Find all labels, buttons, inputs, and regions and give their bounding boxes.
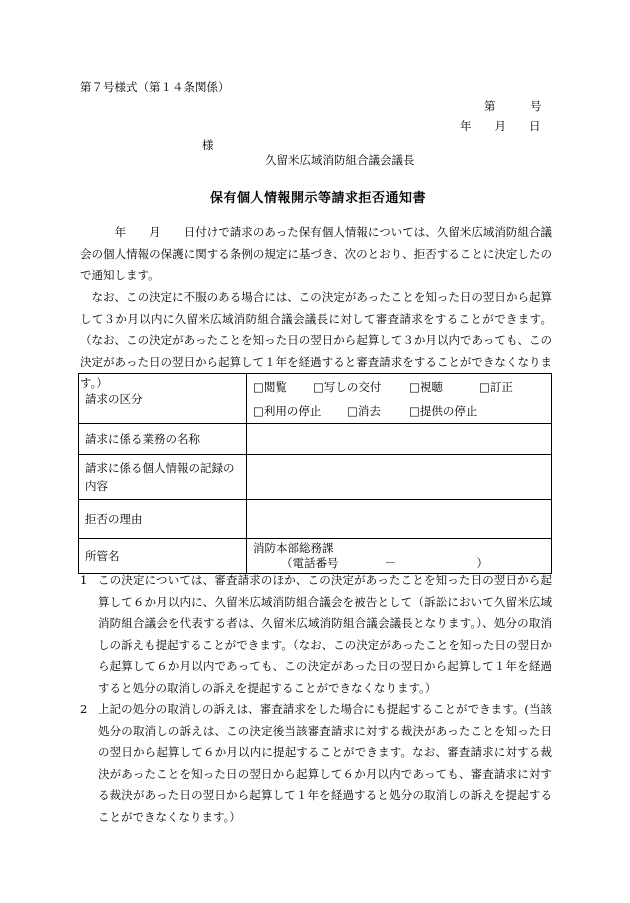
body-paragraph-1: 年 月 日付けで請求のあった保有個人情報については、久留米広域消防組合議会の個人情報の保護に関する条例の規定に基づき、次のとおり、拒否することに決定したので通知します。 [80,225,552,282]
record-content-value[interactable] [247,455,552,500]
option-suspend-use[interactable]: □利用の停止 [253,403,322,418]
department-label: 所管名 [79,539,247,574]
document-number: 第 号 [484,99,542,113]
note-1 [80,570,552,699]
note-2-text: 上記の処分の取消しの訴えは、審査請求をした場合にも提起することができます。(当該処分の取消しの訴えは、この決定後当該審査請求に対する裁決があったことを知った日の翌日から起算して６か月以内に提起することができます。なお、審査請求に対する裁決があったことを知った日の翌日から起算して６か月以内であっても、審査請求に対する裁決があった日の翌日から起算して１年を経過すると処分の取消しの訴えを提起することができなくなります。） [98,702,552,824]
refusal-reason-label: 拒否の理由 [79,500,247,539]
option-correct[interactable]: □訂正 [479,379,513,394]
row-department [79,539,552,574]
option-copy[interactable]: □写しの交付 [313,379,382,394]
request-table [78,373,552,574]
phone-number: （電話番号 － ） [281,556,488,570]
row-business-name [79,424,552,455]
row-record-content [79,455,552,500]
notes-section [80,570,552,828]
form-number: 第７号様式（第１４条関係） [80,80,230,94]
option-listen[interactable]: □視聴 [409,379,443,394]
issue-date: 年 月 日 [460,119,541,133]
note-2 [80,699,552,828]
document-title: 保有個人情報開示等請求拒否通知書 [210,191,427,206]
record-content-label: 請求に係る個人情報の記録の内容 [79,455,247,500]
row-refusal-reason [79,500,552,539]
issuer-name: 久留米広域消防組合議会議長 [265,153,415,167]
options-row-1 [253,375,545,399]
options-row-2 [253,399,545,423]
addressee: 様 [202,138,214,152]
department-value [247,539,552,574]
request-type-label: 請求の区分 [79,374,247,424]
business-name-label: 請求に係る業務の名称 [79,424,247,455]
request-type-options [247,374,552,424]
note-1-text: この決定については、審査請求のほか、この決定があったことを知った日の翌日から起算して６か月以内に、久留米広域消防組合議会を被告として（訴訟において久留米広域消防組合議会を代表する者は、久留米広域消防組合議会議長となります。）、処分の取消しの訴えも提起することができます。（なお、この決定があったことを知った日の翌日から起算して６か月以内であっても、この決定があった日の翌日から起算して１年を経過すると処分の取消しの訴えを提起することができなくなります。） [98,573,552,695]
note-1-number: 1 [80,573,88,587]
body-paragraph-2: なお、この決定に不服のある場合には、この決定があったことを知った日の翌日から起算して３か月以内に久留米広域消防組合議会議長に対して審査請求をすることができます。（なお、この決定があったことを知った日の翌日から起算して３か月以内であっても、この決定があった日の翌日から起算して１年を経過すると審査請求をすることができなくなります。） [80,290,552,390]
business-name-value[interactable] [247,424,552,455]
option-view[interactable]: □閲覧 [253,379,287,394]
refusal-reason-value[interactable] [247,500,552,539]
option-erase[interactable]: □消去 [347,403,381,418]
department-name: 消防本部総務課 [253,541,334,555]
row-request-type [79,374,552,424]
option-suspend-provision[interactable]: □提供の停止 [409,403,478,418]
note-2-number: 2 [80,702,88,716]
